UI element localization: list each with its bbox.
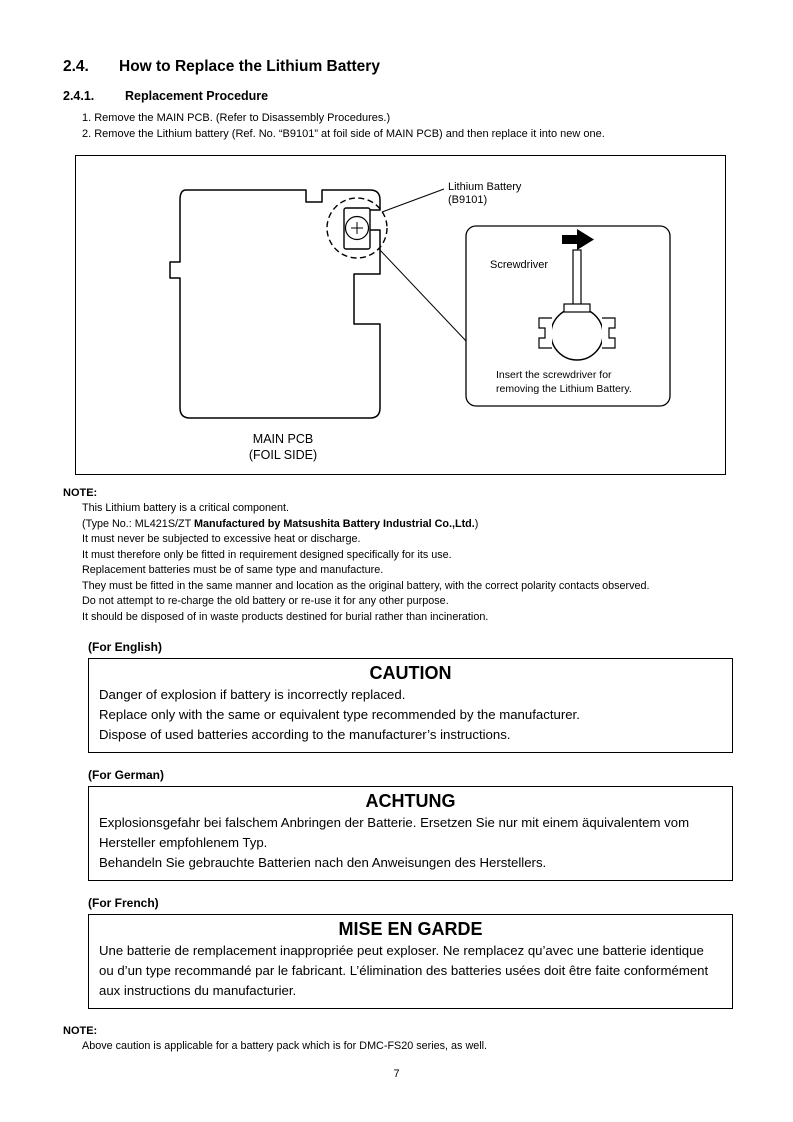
note-line-8: It should be disposed of in waste products destined for burial rather than incineration. xyxy=(82,610,489,623)
note-line-5: Replacement batteries must be of same type and manufacture. xyxy=(82,564,384,576)
insert-note-line2: removing the Lithium Battery. xyxy=(496,383,632,395)
section-title-text: How to Replace the Lithium Battery xyxy=(119,58,380,75)
pcb-caption-line2: (FOIL SIDE) xyxy=(248,448,318,462)
footer-note-block xyxy=(63,1023,733,1055)
note-line-7: Do not attempt to re-charge the old battery or re-use it for any other purpose. xyxy=(82,595,449,607)
screwdriver-shaft xyxy=(573,250,581,308)
subsection-title xyxy=(63,89,733,103)
section-number: 2.4. xyxy=(63,58,89,75)
note-line-1: This Lithium battery is a critical component. xyxy=(82,502,290,514)
subsection-title-text: Replacement Procedure xyxy=(125,89,269,103)
detail-callout xyxy=(466,226,670,406)
caution-heading-french: MISE EN GARDE xyxy=(338,919,483,939)
note-line-2 xyxy=(82,517,733,533)
caution-line: Explosionsgefahr bei falschem Anbringen der Batterie. Ersetzen Sie nur mit einem äquivalentem vom Hersteller empfohlenem Typ. xyxy=(99,815,690,850)
section-title xyxy=(63,58,733,76)
footer-note-label: NOTE: xyxy=(63,1025,98,1037)
procedure-step-2: 2. Remove the Lithium battery (Ref. No. “B9101” at foil side of MAIN PCB) and then replace it into new one. xyxy=(82,128,605,140)
procedure-steps xyxy=(82,110,733,142)
note-line-2-prefix: (Type No.: ML421S/ZT xyxy=(82,517,195,530)
procedure-step-1: 1. Remove the MAIN PCB. (Refer to Disassembly Procedures.) xyxy=(82,112,391,124)
caution-line: Replace only with the same or equivalent type recommended by the manufacturer. xyxy=(99,707,580,722)
pcb-caption-line1: MAIN PCB xyxy=(252,432,314,446)
caution-line: Une batterie de remplacement inappropriée peut exploser. Ne remplacez qu’avec une batterie identique ou d’un type recommandé par le fabricant. L’élimination des batteries usées doit être faite conformément aux instructions du manufacturier. xyxy=(99,943,709,998)
holder-top-tab xyxy=(564,304,590,312)
note-line-4: It must therefore only be fitted in requirement designed specifically for its use. xyxy=(82,548,452,561)
caution-box-english xyxy=(88,658,733,753)
caution-box-german xyxy=(88,786,733,881)
caution-line: Behandeln Sie gebrauchte Batterien nach den Anweisungen des Herstellers. xyxy=(99,855,547,870)
battery-in-holder xyxy=(551,308,603,360)
caution-line: Dispose of used batteries according to the manufacturer’s instructions. xyxy=(99,727,511,742)
insert-note-line1: Insert the screwdriver for xyxy=(496,369,612,381)
caution-language-label-english: (For English) xyxy=(88,640,162,654)
figure-frame xyxy=(75,155,726,475)
caution-box-french xyxy=(88,914,733,1009)
note-label: NOTE: xyxy=(63,487,98,499)
note-line-6: They must be fitted in the same manner and location as the original battery, with the correct polarity contacts observed. xyxy=(82,579,650,592)
battery-label-line2: (B9101) xyxy=(448,194,488,206)
page-number: 7 xyxy=(393,1068,400,1080)
note-block xyxy=(63,485,733,625)
screwdriver-label: Screwdriver xyxy=(490,259,549,271)
footer-note-text: Above caution is applicable for a battery pack which is for DMC-FS20 series, as well. xyxy=(82,1040,488,1052)
note-line-2-suffix: ) xyxy=(474,517,479,530)
caution-language-label-french: (For French) xyxy=(88,896,159,910)
note-line-2-bold: Manufactured by Matsushita Battery Industrial Co.,Ltd. xyxy=(194,517,475,530)
note-lines xyxy=(82,501,733,625)
caution-heading-english: CAUTION xyxy=(369,663,452,683)
battery-label-leader-line xyxy=(382,189,444,212)
caution-language-label-german: (For German) xyxy=(88,768,165,782)
detail-leader-line xyxy=(379,249,467,342)
battery-label-line1: Lithium Battery xyxy=(448,181,522,193)
note-line-3: It must never be subjected to excessive heat or discharge. xyxy=(82,533,361,545)
lithium-battery-symbol xyxy=(344,208,370,249)
subsection-number: 2.4.1. xyxy=(63,89,95,103)
caution-line: Danger of explosion if battery is incorrectly replaced. xyxy=(99,687,406,702)
caution-heading-german: ACHTUNG xyxy=(365,791,456,811)
battery-location-diagram xyxy=(76,156,725,474)
